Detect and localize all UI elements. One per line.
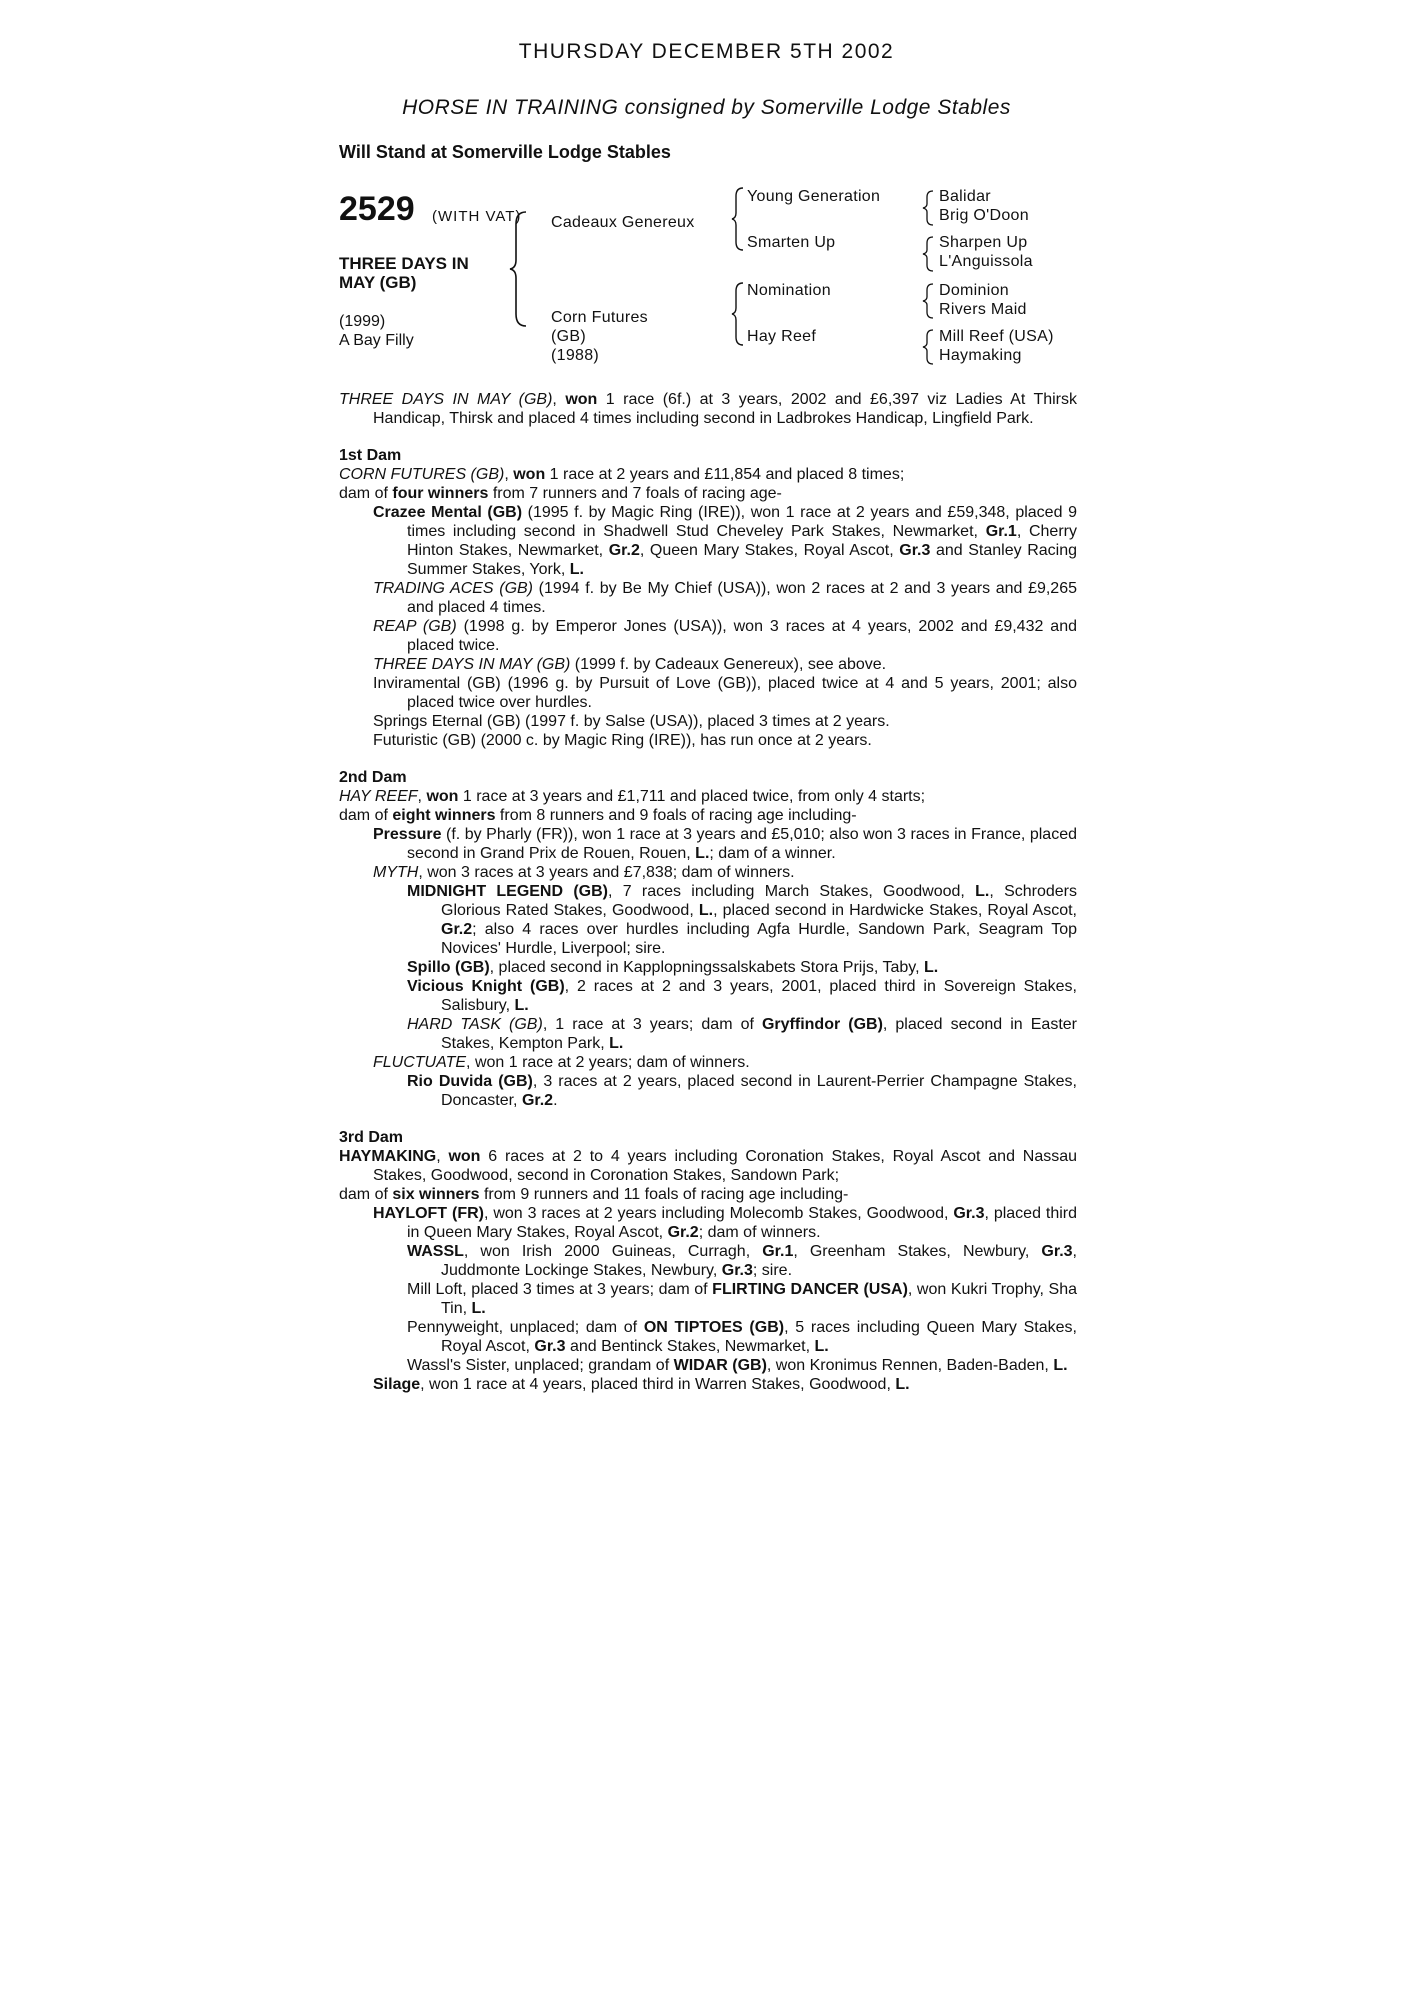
pedigree-brace-g2 bbox=[921, 235, 935, 273]
dam2-record: HAY REEF, won 1 race at 3 years and £1,711 and placed twice, from only 4 starts; bbox=[339, 788, 926, 805]
dam2-grandproduce-item: Vicious Knight (GB), 2 races at 2 and 3 years, 2001, placed third in Sovereign Stakes, Salisbury, L. bbox=[407, 978, 1078, 1014]
pedigree-brace-g4 bbox=[921, 328, 935, 366]
dam1-record: CORN FUTURES (GB), won 1 race at 2 years and £11,854 and placed 8 times; bbox=[339, 466, 905, 483]
dam1-produce-item: Springs Eternal (GB) (1997 f. by Salse (USA)), placed 3 times at 2 years. bbox=[373, 713, 890, 730]
dam1-title: 1st Dam bbox=[339, 447, 402, 464]
pedigree-brace-g3 bbox=[921, 282, 935, 320]
pedigree-brace-dam bbox=[731, 281, 745, 347]
dam-line3: (1988) bbox=[551, 347, 600, 364]
sire-dam: Smarten Up bbox=[747, 234, 836, 251]
dam2-title: 2nd Dam bbox=[339, 769, 407, 786]
race-record: THREE DAYS IN MAY (GB), won 1 race (6f.) at 3 years, 2002 and £6,397 viz Ladies At Thirsk Handicap, Thirsk and placed 4 times including second in Ladbrokes Handicap, Lingfield Park. bbox=[339, 391, 1078, 427]
pedigree-brace-main bbox=[508, 210, 530, 328]
dam2-produce-item: MYTH, won 3 races at 3 years and £7,838; dam of winners. bbox=[373, 864, 795, 881]
dam3-record: HAYMAKING, won 6 races at 2 to 4 years including Coronation Stakes, Royal Ascot and Nassau Stakes, Goodwood, second in Coronation Stakes, Sandown Park; bbox=[339, 1148, 1078, 1184]
sire: Cadeaux Genereux bbox=[551, 214, 695, 231]
dam2-grandproduce-item: Rio Duvida (GB), 3 races at 2 years, placed second in Laurent-Perrier Champagne Stakes, Doncaster, Gr.2. bbox=[407, 1073, 1077, 1109]
dam2-produce-summary: dam of eight winners from 8 runners and 9 foals of racing age including- bbox=[339, 807, 857, 824]
consignment-header: HORSE IN TRAINING consigned by Somerville Lodge Stables bbox=[402, 96, 1011, 119]
sire-dam-dam: L'Anguissola bbox=[939, 253, 1033, 270]
dam-dam-sire: Mill Reef (USA) bbox=[939, 328, 1054, 345]
dam2-produce-item: Pressure (f. by Pharly (FR)), won 1 race at 3 years and £5,010; also won 3 races in France, placed second in Grand Prix de Rouen, Rouen, L.; dam of a winner. bbox=[373, 826, 1077, 862]
dam1-produce-item: Crazee Mental (GB) (1995 f. by Magic Ring (IRE)), won 1 race at 2 years and £59,348, placed 9 times including second in Shadwell Stud Cheveley Park Stakes, Newmarket, Gr.1, Cherry Hinton Stakes, Newmarket, Gr.2, Queen Mary Stakes, Royal Ascot, Gr.3 and Stanley Racing Summer Stakes, York, L. bbox=[373, 504, 1078, 578]
dam2-produce-item: FLUCTUATE, won 1 race at 2 years; dam of winners. bbox=[373, 1054, 750, 1071]
dam-sire: Nomination bbox=[747, 282, 831, 299]
sire-dam-sire: Sharpen Up bbox=[939, 234, 1028, 251]
dam1-produce-item: REAP (GB) (1998 g. by Emperor Jones (USA)), won 3 races at 4 years, 2002 and £9,432 and placed twice. bbox=[373, 618, 1077, 654]
dam1-produce-item: THREE DAYS IN MAY (GB) (1999 f. by Cadeaux Genereux), see above. bbox=[373, 656, 887, 673]
dam2-grandproduce-item: HARD TASK (GB), 1 race at 3 years; dam of Gryffindor (GB), placed second in Easter Stakes, Kempton Park, L. bbox=[407, 1016, 1077, 1052]
pedigree-brace-g1 bbox=[921, 189, 935, 227]
dam3-produce-item: HAYLOFT (FR), won 3 races at 2 years including Molecomb Stakes, Goodwood, Gr.3, placed third in Queen Mary Stakes, Royal Ascot, Gr.2; dam of winners. bbox=[373, 1205, 1078, 1241]
horse-name: THREE DAYS IN MAY (GB) bbox=[339, 254, 469, 292]
dam-line2: (GB) bbox=[551, 328, 586, 345]
vat-note: (WITH VAT) bbox=[432, 208, 522, 225]
sire-sire: Young Generation bbox=[747, 188, 881, 205]
sire-sire-dam: Brig O'Doon bbox=[939, 207, 1029, 224]
dam3-grandproduce-item: Wassl's Sister, unplaced; grandam of WIDAR (GB), won Kronimus Rennen, Baden-Baden, L. bbox=[407, 1357, 1068, 1374]
dam3-grandproduce-item: WASSL, won Irish 2000 Guineas, Curragh, Gr.1, Greenham Stakes, Newbury, Gr.3, Juddmonte Lockinge Stakes, Newbury, Gr.3; sire. bbox=[407, 1243, 1077, 1279]
dam2-grandproduce-item: Spillo (GB), placed second in Kapplopningssalskabets Stora Prijs, Taby, L. bbox=[407, 959, 939, 976]
dam1-produce-item: Futuristic (GB) (2000 c. by Magic Ring (IRE)), has run once at 2 years. bbox=[373, 732, 872, 749]
dam-line1: Corn Futures bbox=[551, 309, 648, 326]
pedigree-brace-sire bbox=[731, 186, 745, 252]
stand-location: Will Stand at Somerville Lodge Stables bbox=[339, 142, 671, 162]
catalogue-body bbox=[339, 390, 1077, 1394]
dam-dam: Hay Reef bbox=[747, 328, 817, 345]
dam2-grandproduce-item: MIDNIGHT LEGEND (GB), 7 races including March Stakes, Goodwood, L., Schroders Glorious Rated Stakes, Goodwood, L., placed second in Hardwicke Stakes, Royal Ascot, Gr.2; also 4 races over hurdles including Agfa Hurdle, Sandown Park, Seagram Top Novices' Hurdle, Liverpool; sire. bbox=[407, 883, 1078, 957]
dam3-produce-item: Silage, won 1 race at 4 years, placed third in Warren Stakes, Goodwood, L. bbox=[373, 1376, 910, 1393]
dam1-produce-item: TRADING ACES (GB) (1994 f. by Be My Chief (USA)), won 2 races at 2 and 3 years and £9,265 and placed 4 times. bbox=[373, 580, 1078, 616]
dam3-grandproduce-item: Pennyweight, unplaced; dam of ON TIPTOES (GB), 5 races including Queen Mary Stakes, Royal Ascot, Gr.3 and Bentinck Stakes, Newmarket, L. bbox=[407, 1319, 1077, 1355]
horse-description: A Bay Filly bbox=[339, 332, 414, 349]
dam-sire-sire: Dominion bbox=[939, 282, 1009, 299]
dam-sire-dam: Rivers Maid bbox=[939, 301, 1027, 318]
dam-dam-dam: Haymaking bbox=[939, 347, 1022, 364]
horse-year: (1999) bbox=[339, 313, 386, 330]
dam1-produce-item: Inviramental (GB) (1996 g. by Pursuit of Love (GB)), placed twice at 4 and 5 years, 2001; also placed twice over hurdles. bbox=[373, 675, 1077, 711]
dam3-grandproduce-item: Mill Loft, placed 3 times at 3 years; dam of FLIRTING DANCER (USA), won Kukri Trophy, Sha Tin, L. bbox=[407, 1281, 1078, 1317]
horse-meta bbox=[339, 312, 414, 350]
dam3-produce-summary: dam of six winners from 9 runners and 11 foals of racing age including- bbox=[339, 1186, 849, 1203]
dam1-produce-summary: dam of four winners from 7 runners and 7 foals of racing age- bbox=[339, 485, 782, 502]
lot-number: 2529 bbox=[339, 190, 415, 228]
dam3-title: 3rd Dam bbox=[339, 1129, 404, 1146]
sale-date-header: THURSDAY DECEMBER 5TH 2002 bbox=[518, 40, 895, 63]
sire-sire-sire: Balidar bbox=[939, 188, 991, 205]
